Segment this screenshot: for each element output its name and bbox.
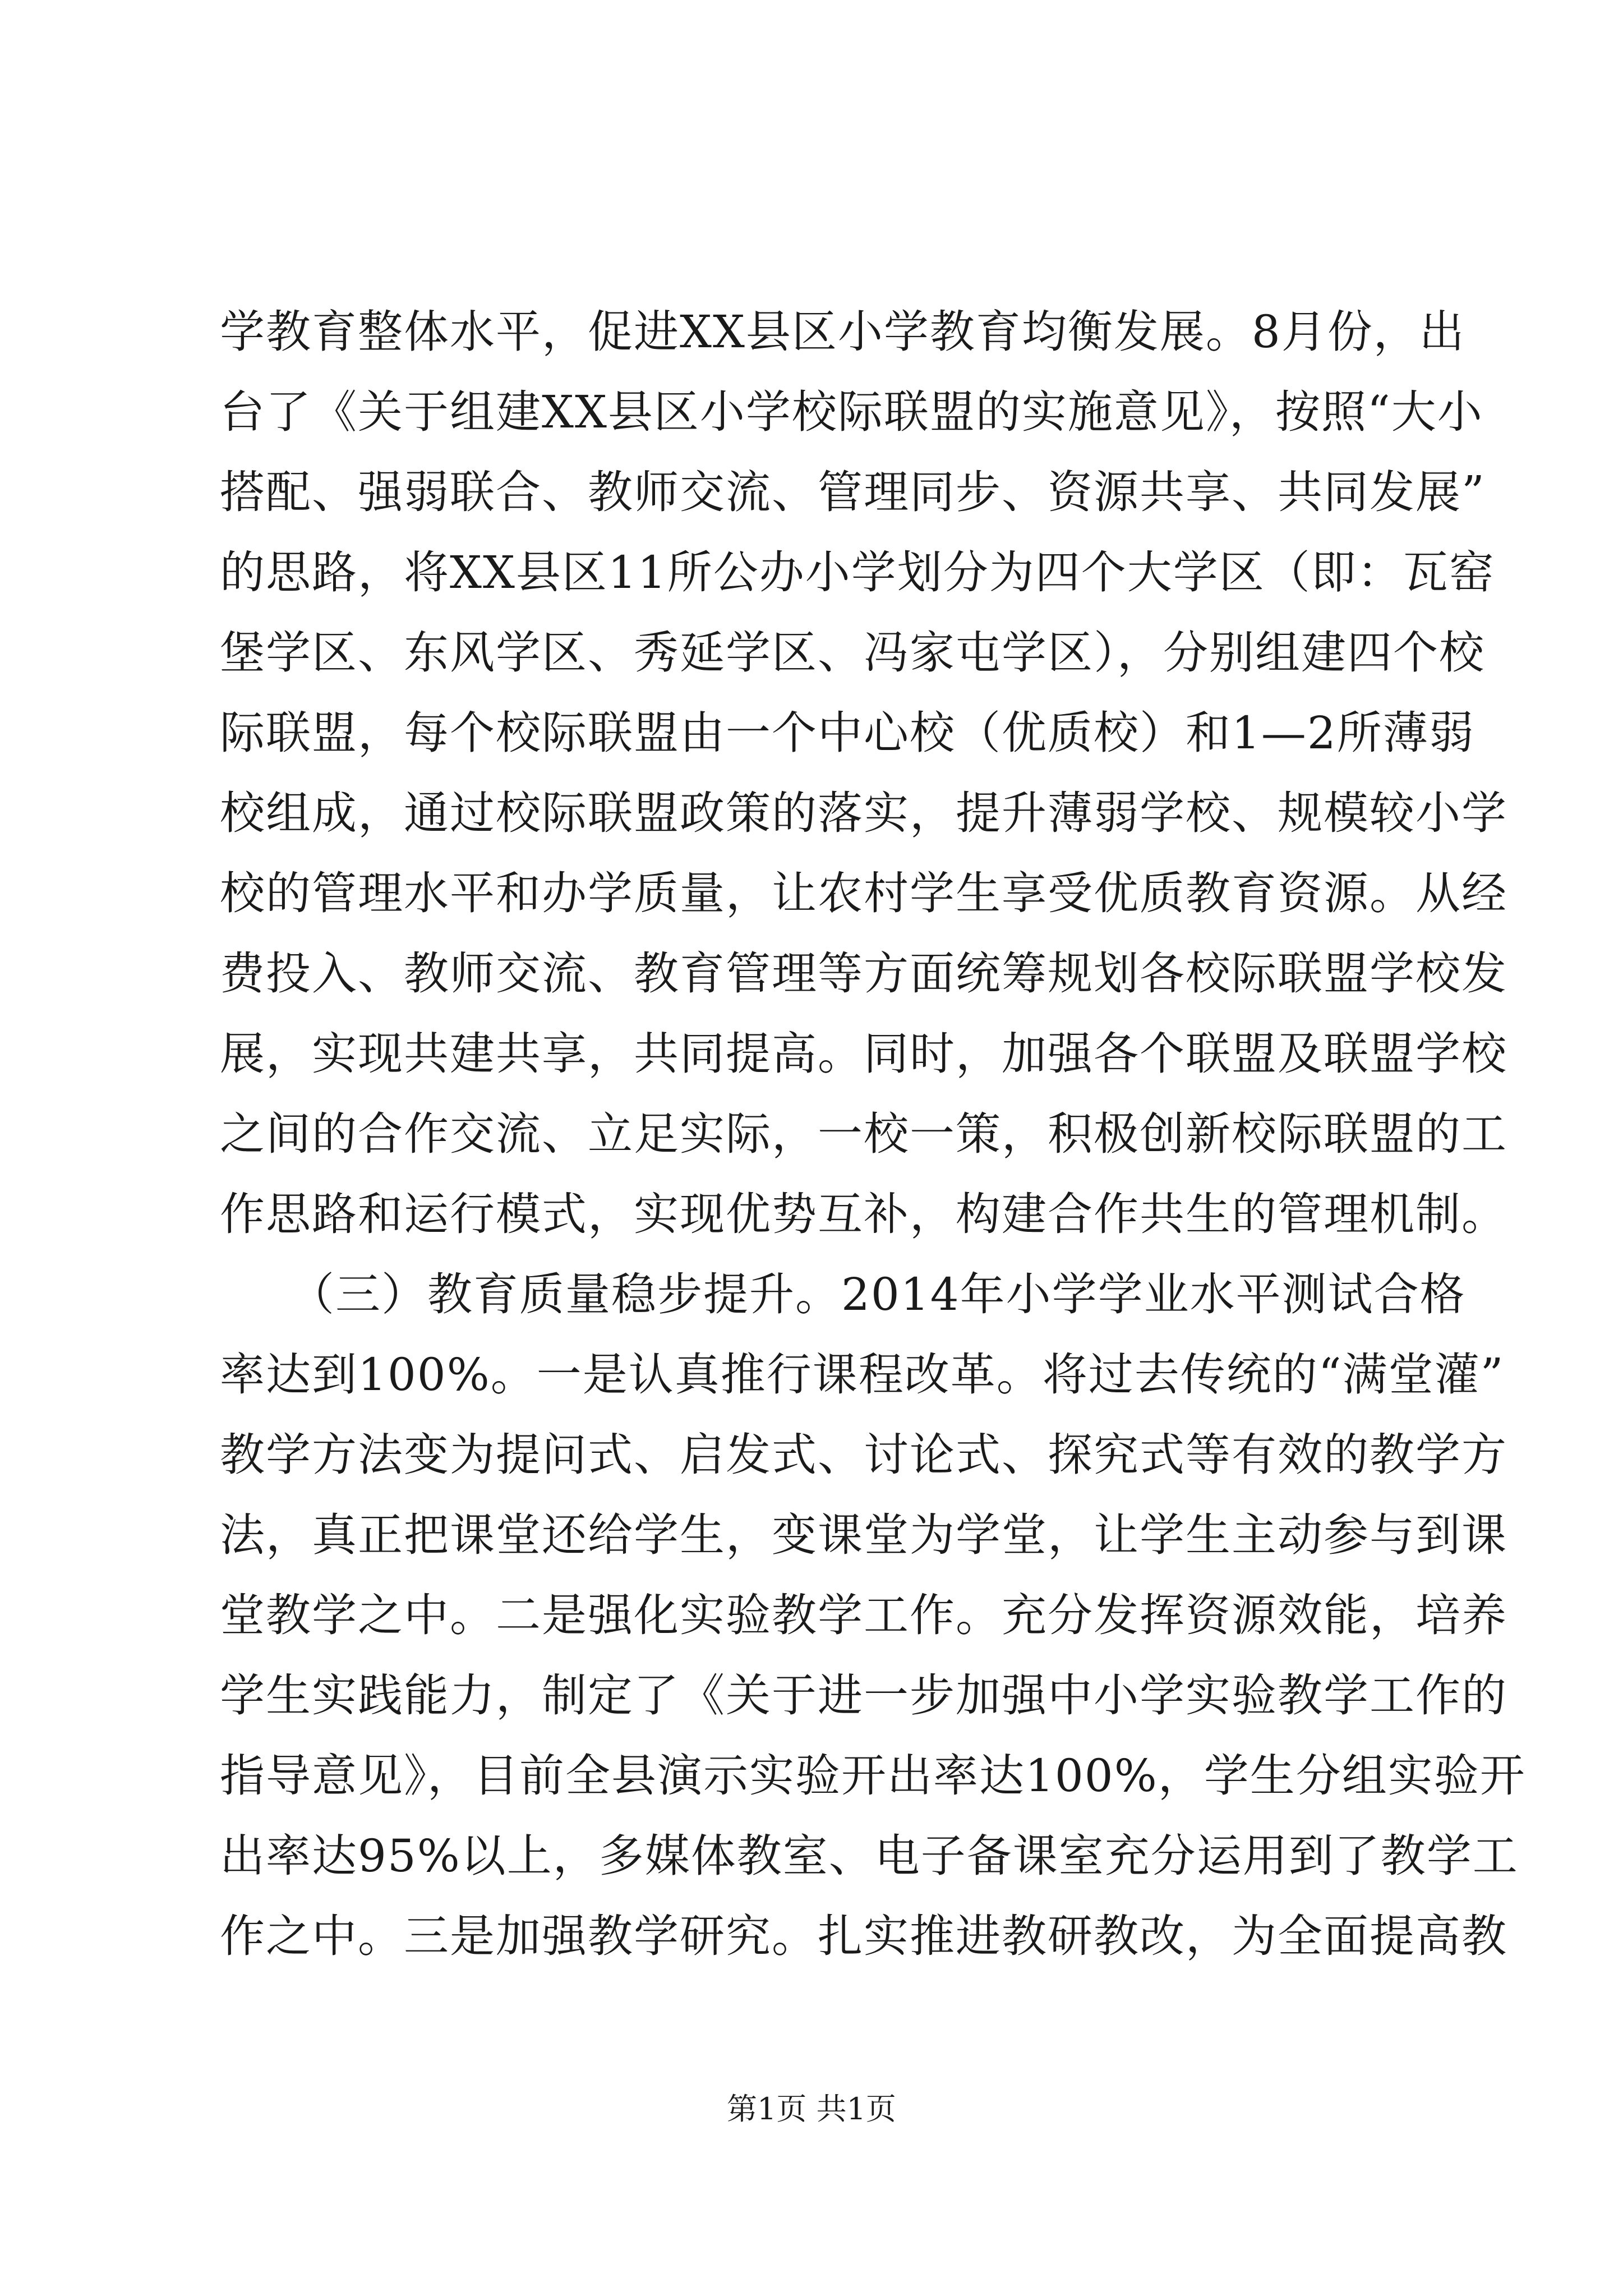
page-number-label: 第1页 共1页 xyxy=(727,2091,896,2127)
text-line: （三）教育质量稳步提升。2014年小学学业水平测试合格 xyxy=(220,1268,1466,1320)
document-body xyxy=(220,292,1526,1976)
page-footer xyxy=(0,2090,1623,2129)
text-line: 堂教学之中。二是强化实验教学工作。充分发挥资源效能，培养 xyxy=(220,1589,1507,1641)
text-line: 作思路和运行模式，实现优势互补，构建合作共生的管理机制。 xyxy=(220,1188,1507,1240)
text-line: 台了《关于组建XX县区小学校际联盟的实施意见》，按照“大小 xyxy=(220,386,1483,438)
text-line: 际联盟，每个校际联盟由一个中心校（优质校）和1—2所薄弱 xyxy=(220,707,1475,759)
text-line: 校的管理水平和办学质量，让农村学生享受优质教育资源。从经 xyxy=(220,867,1507,919)
text-line: 指导意见》，目前全县演示实验开出率达100%，学生分组实验开 xyxy=(220,1750,1526,1802)
text-line: 校组成，通过校际联盟政策的落实，提升薄弱学校、规模较小学 xyxy=(220,787,1507,839)
text-line: 之间的合作交流、立足实际，一校一策，积极创新校际联盟的工 xyxy=(220,1108,1507,1160)
text-line: 搭配、强弱联合、教师交流、管理同步、资源共享、共同发展” xyxy=(220,466,1486,518)
text-line: 的思路，将XX县区11所公办小学划分为四个大学区（即：瓦窑 xyxy=(220,546,1495,599)
text-line: 堡学区、东风学区、秀延学区、冯家屯学区），分别组建四个校 xyxy=(220,627,1485,679)
text-line: 率达到100%。一是认真推行课程改革。将过去传统的“满堂灌” xyxy=(220,1349,1505,1401)
text-line: 出率达95%以上，多媒体教室、电子备课室充分运用到了教学工 xyxy=(220,1830,1519,1882)
text-line: 学教育整体水平，促进XX县区小学教育均衡发展。8月份，出 xyxy=(220,306,1465,358)
text-line: 法，真正把课堂还给学生，变课堂为学堂，让学生主动参与到课 xyxy=(220,1509,1507,1561)
text-line: 学生实践能力，制定了《关于进一步加强中小学实验教学工作的 xyxy=(220,1669,1507,1722)
text-line: 作之中。三是加强教学研究。扎实推进教研教改，为全面提高教 xyxy=(220,1910,1507,1962)
text-line: 教学方法变为提问式、启发式、讨论式、探究式等有效的教学方 xyxy=(220,1429,1507,1481)
text-line: 展，实现共建共享，共同提高。同时，加强各个联盟及联盟学校 xyxy=(220,1028,1507,1080)
text-line: 费投入、教师交流、教育管理等方面统筹规划各校际联盟学校发 xyxy=(220,947,1507,1000)
